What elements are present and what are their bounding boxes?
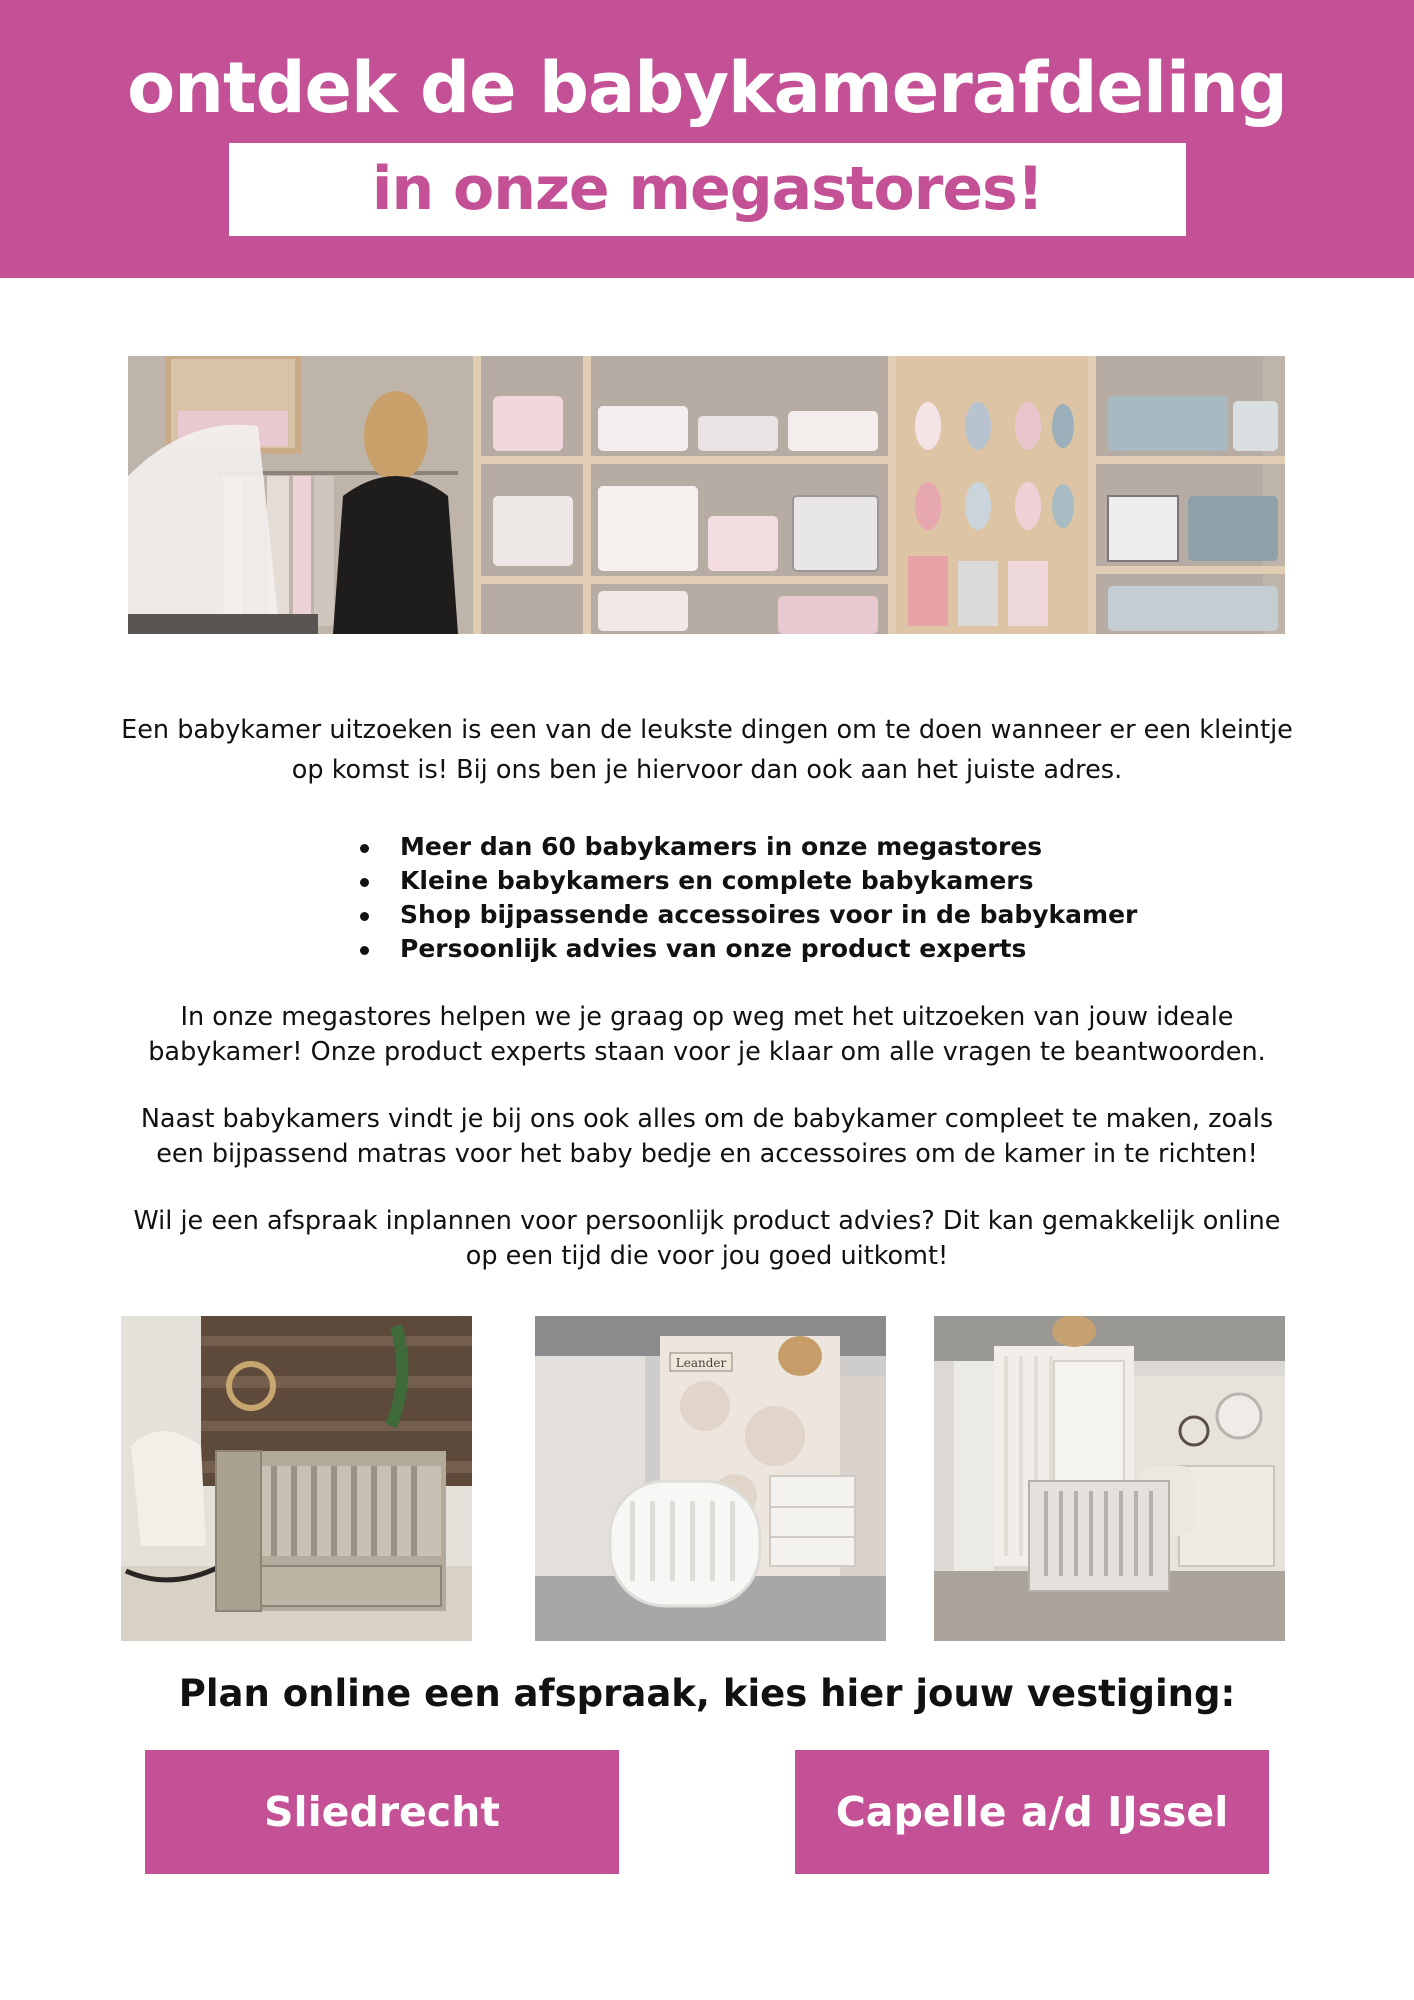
room-photo-grey-crib — [121, 1316, 472, 1641]
list-item: Persoonlijk advies van onze product experts — [360, 932, 1160, 966]
paragraph-line-1: Naast babykamers vindt je bij ons ook alles om de babykamer compleet te maken, zoals — [140, 1104, 1274, 1134]
list-item: Shop bijpassende accessoires voor in de babykamer — [360, 898, 1160, 932]
paragraph-line-2: babykamer! Onze product experts staan voor je klaar om alle vragen te beantwoorden. — [148, 1037, 1266, 1067]
paragraph-line-1: Wil je een afspraak inplannen voor persoonlijk product advies? Dit kan gemakkelijk online — [133, 1206, 1281, 1236]
feature-list — [360, 830, 1160, 966]
paragraph-accessories — [100, 1102, 1314, 1172]
paragraph-line-2: op een tijd die voor jou goed uitkomt! — [465, 1241, 949, 1271]
cta-heading: Plan online een afspraak, kies hier jouw vestiging: — [178, 1672, 1236, 1715]
subtitle-box — [229, 143, 1186, 236]
paragraph-advice — [100, 1000, 1314, 1070]
list-item: Kleine babykamers en complete babykamers — [360, 864, 1160, 898]
sliedrecht-button[interactable]: Sliedrecht — [145, 1750, 619, 1874]
paragraph-line-2: een bijpassend matras voor het baby bedje en accessoires om de kamer in te richten! — [156, 1139, 1258, 1169]
paragraph-line-1: In onze megastores helpen we je graag op weg met het uitzoeken van jouw ideale — [180, 1002, 1234, 1032]
page-title: ontdek de babykamerafdeling — [127, 47, 1287, 129]
intro-line-2: op komst is! Bij ons ben je hiervoor dan ook aan het juiste adres. — [291, 755, 1123, 785]
header-banner — [0, 0, 1414, 278]
paragraph-appointment — [100, 1204, 1314, 1274]
capelle-button[interactable]: Capelle a/d IJssel — [795, 1750, 1269, 1874]
room-photo-beige-room — [934, 1316, 1285, 1641]
room-photo-white-crib — [535, 1316, 886, 1641]
hero-photo-store-shelves — [128, 356, 1285, 634]
list-item: Meer dan 60 babykamers in onze megastores — [360, 830, 1160, 864]
brand-sign-text: Leander — [675, 1356, 727, 1370]
intro-paragraph — [100, 713, 1314, 788]
page-subtitle: in onze megastores! — [371, 154, 1044, 224]
intro-line-1: Een babykamer uitzoeken is een van de leukste dingen om te doen wanneer er een kleintje — [121, 715, 1293, 745]
